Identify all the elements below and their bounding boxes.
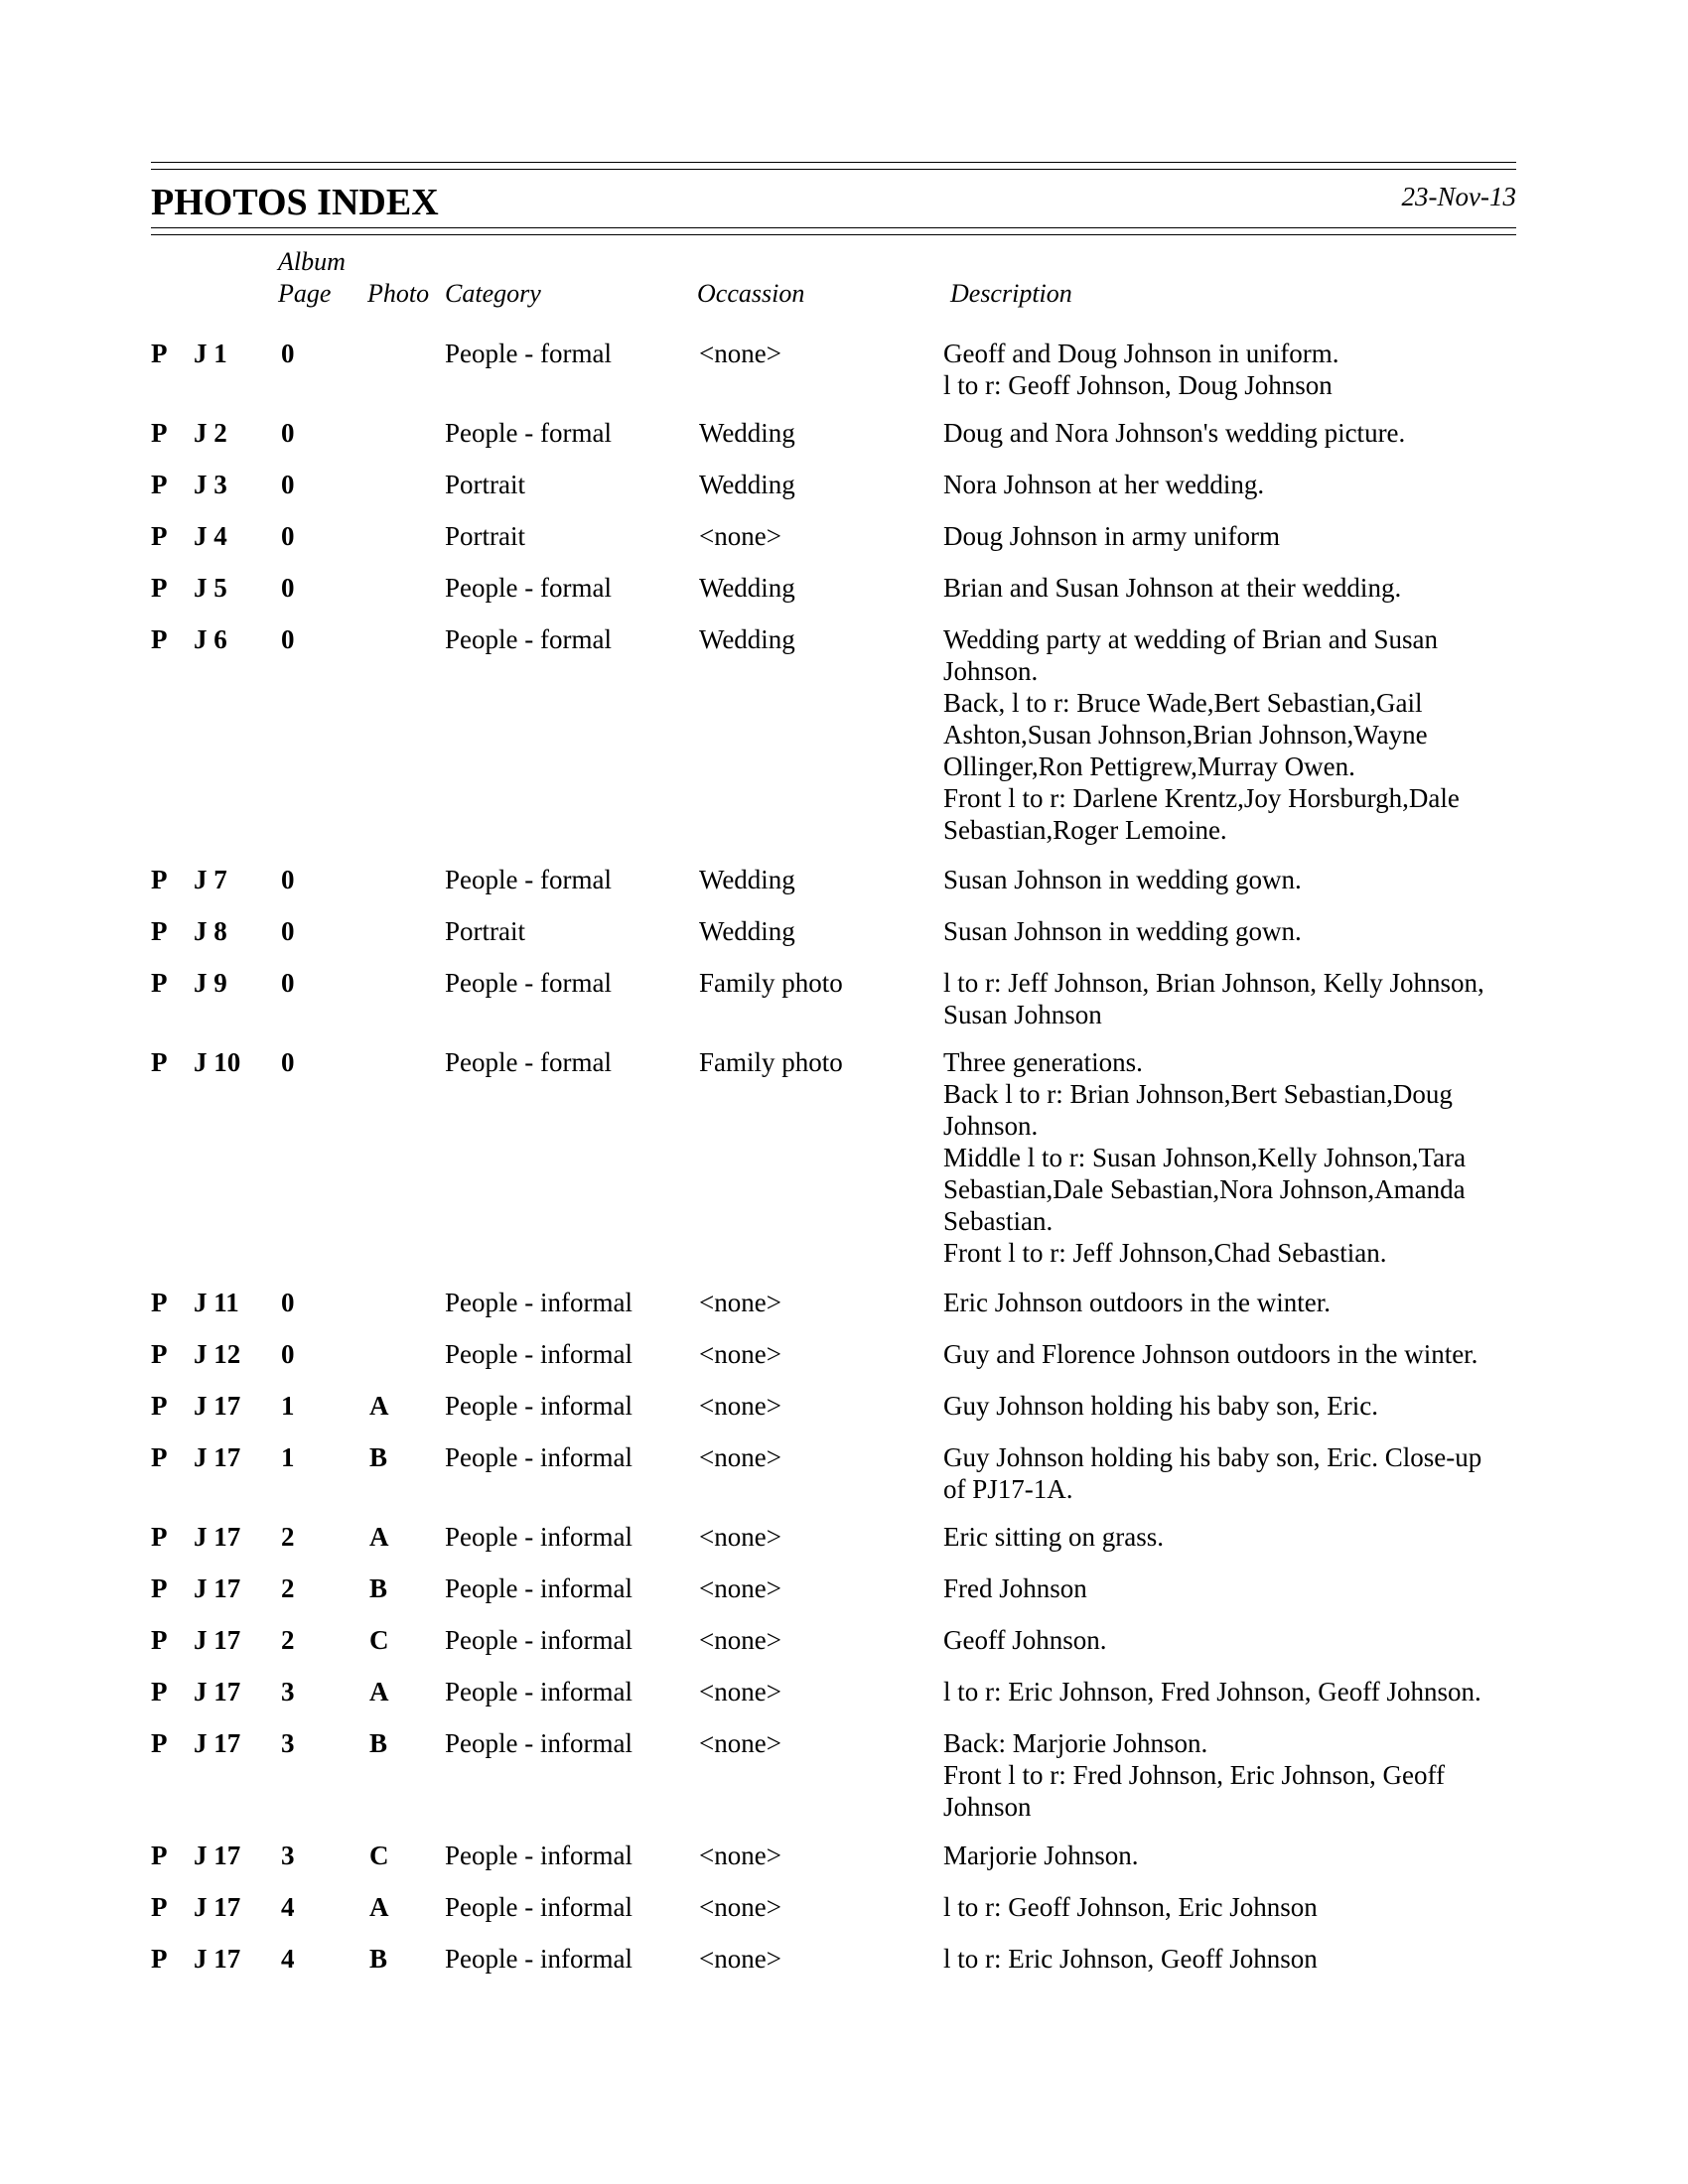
photo-description: Eric sitting on grass.: [943, 1522, 1164, 1552]
photo-prefix: P: [151, 1442, 168, 1472]
photo-category: People - formal: [445, 339, 612, 368]
photo-occasion: <none>: [699, 1944, 781, 1974]
photo-prefix: P: [151, 916, 168, 946]
photo-prefix: P: [151, 1892, 168, 1922]
photo-letter: C: [369, 1625, 389, 1655]
photo-category: People - informal: [445, 1677, 633, 1706]
photo-description: Doug and Nora Johnson's wedding picture.: [943, 418, 1406, 448]
photo-id: J 1: [194, 339, 227, 368]
photo-description: Eric Johnson outdoors in the winter.: [943, 1288, 1331, 1317]
photo-description: l to r: Jeff Johnson, Brian Johnson, Kelly Johnson, Susan Johnson: [943, 968, 1484, 1029]
photo-id: J 17: [194, 1522, 241, 1552]
photo-description: Marjorie Johnson.: [943, 1841, 1139, 1870]
photo-id: J 7: [194, 865, 227, 894]
photo-occasion: Wedding: [699, 916, 795, 946]
photo-description: Brian and Susan Johnson at their wedding.: [943, 573, 1402, 603]
photo-occasion: <none>: [699, 1625, 781, 1655]
photo-description: l to r: Eric Johnson, Fred Johnson, Geoff Johnson.: [943, 1677, 1481, 1706]
photo-category: People - formal: [445, 1047, 612, 1077]
photo-prefix: P: [151, 339, 168, 368]
title-rule: [151, 227, 1516, 228]
photo-id: J 2: [194, 418, 227, 448]
photo-description: l to r: Eric Johnson, Geoff Johnson: [943, 1944, 1318, 1974]
photo-prefix: P: [151, 470, 168, 499]
photo-occasion: <none>: [699, 1573, 781, 1603]
photo-occasion: Family photo: [699, 1047, 843, 1077]
album-page: 2: [281, 1573, 295, 1603]
album-page: 0: [281, 916, 295, 946]
photo-description: Susan Johnson in wedding gown.: [943, 916, 1302, 946]
album-page: 0: [281, 1047, 295, 1077]
album-page: 0: [281, 521, 295, 551]
photo-occasion: <none>: [699, 1442, 781, 1472]
photo-id: J 17: [194, 1892, 241, 1922]
header-description: Description: [950, 279, 1072, 308]
photo-occasion: <none>: [699, 339, 781, 368]
photo-prefix: P: [151, 1677, 168, 1706]
photo-category: People - formal: [445, 624, 612, 654]
photo-occasion: <none>: [699, 1841, 781, 1870]
photo-description: Fred Johnson: [943, 1573, 1087, 1603]
photo-category: People - formal: [445, 968, 612, 998]
photo-prefix: P: [151, 1728, 168, 1758]
photo-category: People - informal: [445, 1391, 633, 1421]
title-rule-inner: [151, 234, 1516, 235]
photo-occasion: <none>: [699, 1728, 781, 1758]
photo-occasion: <none>: [699, 1288, 781, 1317]
album-page: 2: [281, 1522, 295, 1552]
photo-category: People - informal: [445, 1728, 633, 1758]
photo-id: J 17: [194, 1442, 241, 1472]
header-page: Page: [278, 279, 332, 308]
photo-category: People - informal: [445, 1841, 633, 1870]
report-date: 23-Nov-13: [1401, 182, 1516, 211]
photo-category: People - informal: [445, 1892, 633, 1922]
header-album: Album: [278, 247, 346, 276]
photo-letter: B: [369, 1944, 388, 1974]
photo-prefix: P: [151, 1339, 168, 1369]
photo-description: Nora Johnson at her wedding.: [943, 470, 1265, 499]
photo-id: J 5: [194, 573, 227, 603]
photo-letter: A: [369, 1892, 389, 1922]
photo-id: J 8: [194, 916, 227, 946]
photo-id: J 17: [194, 1677, 241, 1706]
photo-prefix: P: [151, 865, 168, 894]
photo-prefix: P: [151, 418, 168, 448]
photo-category: People - formal: [445, 573, 612, 603]
photo-category: People - informal: [445, 1288, 633, 1317]
photo-letter: B: [369, 1728, 388, 1758]
photo-category: People - formal: [445, 418, 612, 448]
photo-id: J 4: [194, 521, 227, 551]
photo-letter: B: [369, 1573, 388, 1603]
photo-category: People - formal: [445, 865, 612, 894]
photo-description: Wedding party at wedding of Brian and Susan Johnson. Back, l to r: Bruce Wade,Bert Sebastian,Gail Ashton,Susan Johnson,Brian Johnson,Wayne Ollinger,Ron Pettigrew,Murray Owen. Front l to r: Darlene Krentz,Joy Horsburgh,Dale Sebastian,Roger Lemoine.: [943, 624, 1460, 845]
photo-category: Portrait: [445, 521, 525, 551]
photo-id: J 11: [194, 1288, 239, 1317]
photo-id: J 17: [194, 1625, 241, 1655]
photo-prefix: P: [151, 1944, 168, 1974]
photo-prefix: P: [151, 1573, 168, 1603]
photo-id: J 17: [194, 1841, 241, 1870]
photo-id: J 6: [194, 624, 227, 654]
photo-prefix: P: [151, 1841, 168, 1870]
photo-category: Portrait: [445, 916, 525, 946]
photo-category: People - informal: [445, 1442, 633, 1472]
photo-id: J 10: [194, 1047, 241, 1077]
photo-description: Geoff Johnson.: [943, 1625, 1107, 1655]
photo-prefix: P: [151, 1288, 168, 1317]
photo-description: Geoff and Doug Johnson in uniform. l to r: Geoff Johnson, Doug Johnson: [943, 339, 1339, 400]
album-page: 4: [281, 1944, 295, 1974]
photo-description: Guy and Florence Johnson outdoors in the winter.: [943, 1339, 1478, 1369]
photo-id: J 3: [194, 470, 227, 499]
photo-description: Guy Johnson holding his baby son, Eric.: [943, 1391, 1378, 1421]
album-page: 0: [281, 573, 295, 603]
photo-occasion: <none>: [699, 521, 781, 551]
photo-description: Susan Johnson in wedding gown.: [943, 865, 1302, 894]
photo-description: l to r: Geoff Johnson, Eric Johnson: [943, 1892, 1318, 1922]
photo-prefix: P: [151, 573, 168, 603]
photo-occasion: Family photo: [699, 968, 843, 998]
photo-description: Doug Johnson in army uniform: [943, 521, 1280, 551]
photo-letter: C: [369, 1841, 389, 1870]
photo-letter: A: [369, 1677, 389, 1706]
photo-id: J 9: [194, 968, 227, 998]
photo-occasion: Wedding: [699, 624, 795, 654]
album-page: 0: [281, 1288, 295, 1317]
header-photo: Photo: [367, 279, 430, 308]
photo-category: People - informal: [445, 1522, 633, 1552]
album-page: 0: [281, 470, 295, 499]
album-page: 0: [281, 968, 295, 998]
photo-description: Guy Johnson holding his baby son, Eric. Close-up of PJ17-1A.: [943, 1442, 1482, 1504]
photo-occasion: <none>: [699, 1391, 781, 1421]
photo-occasion: Wedding: [699, 865, 795, 894]
photo-prefix: P: [151, 1522, 168, 1552]
photo-occasion: <none>: [699, 1522, 781, 1552]
album-page: 3: [281, 1841, 295, 1870]
photo-letter: A: [369, 1391, 389, 1421]
album-page: 3: [281, 1677, 295, 1706]
photo-id: J 12: [194, 1339, 241, 1369]
photo-occasion: <none>: [699, 1892, 781, 1922]
photo-category: People - informal: [445, 1625, 633, 1655]
photo-occasion: Wedding: [699, 573, 795, 603]
header-occasion: Occassion: [697, 279, 805, 308]
photo-occasion: Wedding: [699, 418, 795, 448]
photo-category: People - informal: [445, 1573, 633, 1603]
album-page: 1: [281, 1442, 295, 1472]
album-page: 0: [281, 624, 295, 654]
photo-prefix: P: [151, 1047, 168, 1077]
photo-id: J 17: [194, 1944, 241, 1974]
album-page: 0: [281, 418, 295, 448]
photo-category: Portrait: [445, 470, 525, 499]
photo-occasion: <none>: [699, 1339, 781, 1369]
photo-prefix: P: [151, 1625, 168, 1655]
album-page: 4: [281, 1892, 295, 1922]
photo-id: J 17: [194, 1391, 241, 1421]
photo-prefix: P: [151, 1391, 168, 1421]
photo-letter: B: [369, 1442, 388, 1472]
photo-id: J 17: [194, 1728, 241, 1758]
top-rule-inner: [151, 169, 1516, 170]
photo-description: Back: Marjorie Johnson. Front l to r: Fred Johnson, Eric Johnson, Geoff Johnson: [943, 1728, 1445, 1822]
page-title: PHOTOS INDEX: [151, 182, 439, 223]
header-category: Category: [445, 279, 541, 308]
photo-letter: A: [369, 1522, 389, 1552]
top-rule: [151, 162, 1516, 163]
photo-occasion: <none>: [699, 1677, 781, 1706]
photo-category: People - informal: [445, 1339, 633, 1369]
album-page: 2: [281, 1625, 295, 1655]
album-page: 3: [281, 1728, 295, 1758]
album-page: 0: [281, 1339, 295, 1369]
photo-prefix: P: [151, 521, 168, 551]
photo-prefix: P: [151, 624, 168, 654]
photo-occasion: Wedding: [699, 470, 795, 499]
photo-description: Three generations. Back l to r: Brian Johnson,Bert Sebastian,Doug Johnson. Middle l to r: Susan Johnson,Kelly Johnson,Tara Sebastian,Dale Sebastian,Nora Johnson,Amanda Sebastian. Front l to r: Jeff Johnson,Chad Sebastian.: [943, 1047, 1467, 1268]
album-page: 1: [281, 1391, 295, 1421]
photo-id: J 17: [194, 1573, 241, 1603]
album-page: 0: [281, 865, 295, 894]
photo-prefix: P: [151, 968, 168, 998]
photo-category: People - informal: [445, 1944, 633, 1974]
album-page: 0: [281, 339, 295, 368]
